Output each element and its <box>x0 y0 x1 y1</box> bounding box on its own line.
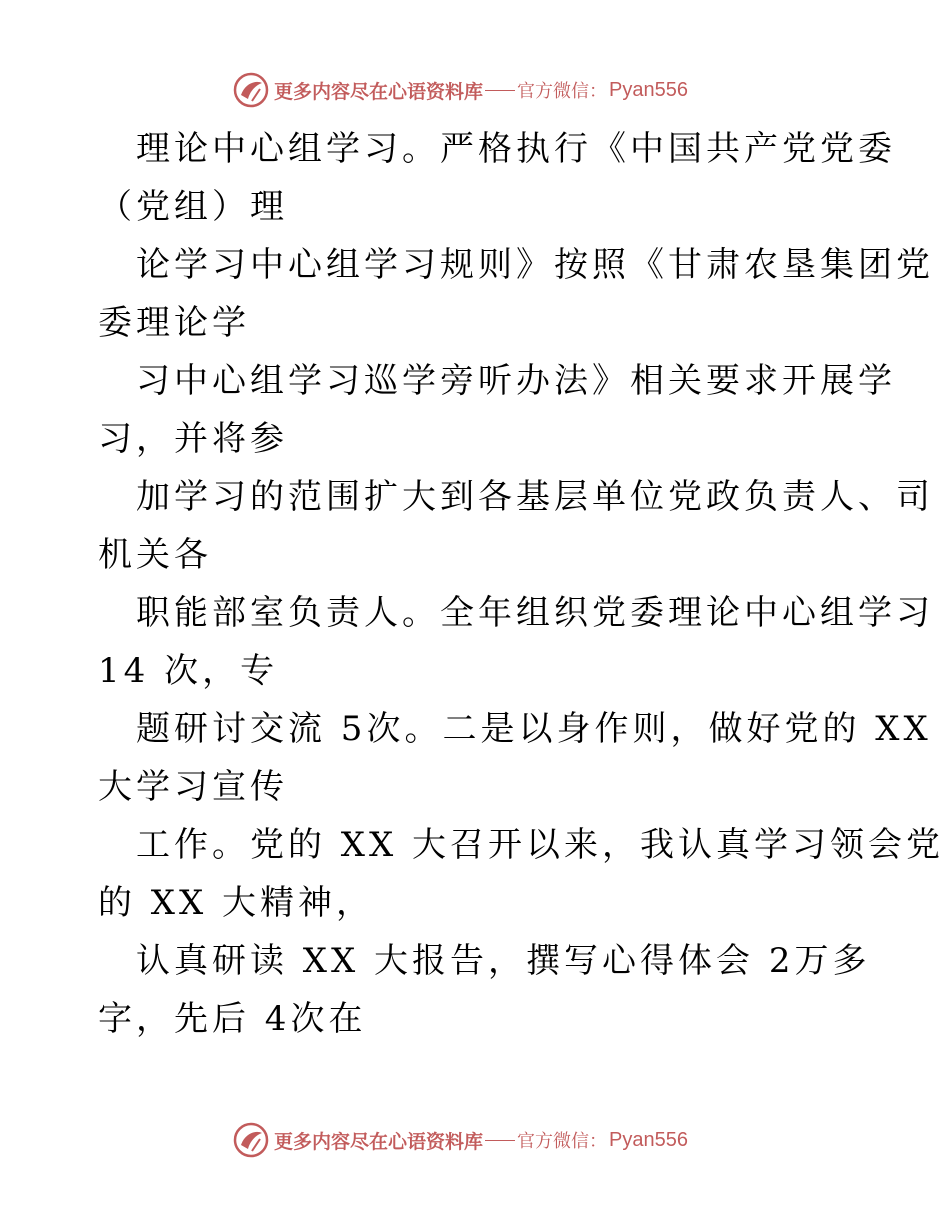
text-line: 题研讨交流 5次。二是以身作则，做好党的 XX <box>136 709 932 749</box>
document-body <box>98 120 945 1048</box>
banner-divider <box>485 90 515 91</box>
text-line: 职能部室负责人。全年组织党委理论中心组学习 <box>136 593 934 633</box>
text-line: 习，并将参 <box>98 419 288 459</box>
footer-banner <box>232 1120 688 1160</box>
logo-icon <box>232 71 270 109</box>
banner-wechat-handle: Pyan556 <box>609 78 688 101</box>
text-line: 论学习中心组学习规则》按照《甘肃农垦集团党 <box>136 245 934 285</box>
text-line: 加学习的范围扩大到各基层单位党政负责人、司 <box>136 477 934 517</box>
banner-brand-text: 更多内容尽在心语资料库 <box>274 80 484 103</box>
header-banner <box>232 70 688 110</box>
logo-icon <box>232 1121 270 1159</box>
text-line: 认真研读 XX 大报告，撰写心得体会 2万多 <box>136 941 871 981</box>
text-line: 工作。党的 XX 大召开以来，我认真学习领会党 <box>136 825 945 865</box>
text-line: 机关各 <box>98 535 212 575</box>
banner-wechat-handle: Pyan556 <box>609 1128 688 1151</box>
text-line: 委理论学 <box>98 303 250 343</box>
banner-brand-text: 更多内容尽在心语资料库 <box>274 1130 484 1153</box>
text-line: （党组）理 <box>98 187 288 227</box>
text-line: 14 次，专 <box>98 651 279 691</box>
banner-divider <box>485 1140 515 1141</box>
text-line: 大学习宣传 <box>98 767 288 807</box>
banner-wechat-label: 官方微信： <box>517 1131 608 1152</box>
text-line: 字，先后 4次在 <box>98 999 367 1039</box>
banner-wechat-label: 官方微信： <box>517 81 608 102</box>
text-line: 的 XX 大精神， <box>98 883 375 923</box>
text-line: 习中心组学习巡学旁听办法》相关要求开展学 <box>136 361 896 401</box>
text-line: 理论中心组学习。严格执行《中国共产党党委 <box>136 129 896 169</box>
